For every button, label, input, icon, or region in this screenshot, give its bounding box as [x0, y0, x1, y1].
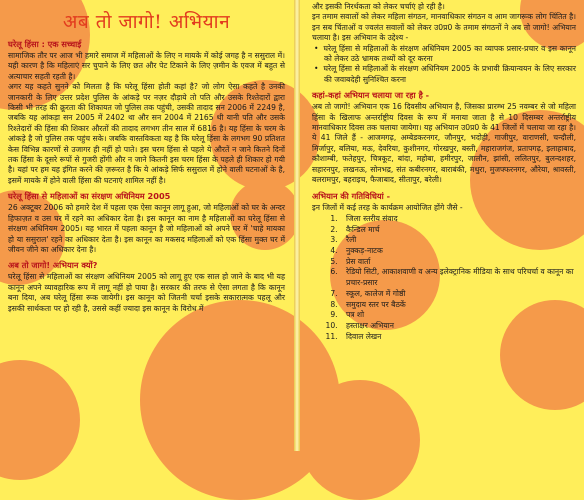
activity-item: 5. प्रेस वार्ता	[340, 257, 576, 268]
paragraph: सामाजिक तौर पर आज भी हमारे समाज में महिलाओं के लिए न मायके में कोई जगह है न ससुराल में। यही कारण है कि महिलाएं सर चुपाने के लिए छत और पेट टिकाने के लिए ज़मीन के एवज में बहुत से अत्याचार सहती रहती है।	[8, 51, 285, 81]
section-heading-reality: घरेलू हिंसा : एक सच्चाई	[8, 39, 82, 49]
activity-item: 9. पत्र शो	[340, 310, 576, 321]
section-heading-activities: अभियान की गतिविधियां -	[312, 190, 390, 201]
activity-item: 3. रैली	[340, 235, 576, 246]
paragraph: इन जिलों में कई तरह के कार्यक्रम आयोजित होंगे जैसे -	[312, 202, 463, 212]
activity-item: 8. समुदाय स्तर पर बैठकें	[340, 300, 576, 311]
left-page	[0, 0, 295, 451]
paragraph: और इसकी निरर्थकता को लेकर चर्चाएं हो रही है।	[312, 2, 445, 11]
activity-item: 6. रेडियो सिटी, आकाशवाणी व अन्य इलेक्ट्रानिक मीडिया के साथ परिचर्चा व कानून का प्रचार-प्रसार	[340, 267, 576, 288]
activity-item: 4. नुक्कड़-नाटक	[340, 246, 576, 257]
activity-item: 11. दिवाल लेखन	[340, 332, 576, 343]
section-heading-why-campaign: अब तो जागो! अभियान क्यों?	[8, 260, 98, 271]
section-heading-locations: कहां-कहां अभियान चलाया जा रहा है -	[312, 90, 430, 101]
section-heading-act-2005: घरेलू हिंसा से महिलाओं का संरक्षण अधिनियम 2005	[8, 191, 171, 202]
activity-item: 7. स्कूल, कालेज में गोष्ठी	[340, 289, 576, 300]
activity-item: 1. जिला स्तरीय संवाद	[340, 214, 576, 225]
objective-item: • घरेलू हिंसा से महिलाओं के संरक्षण अधिनियम 2005 का व्यापक प्रसार-प्रचार व इस कानून को लेकर उठे भ्रामक तथ्यों को दूर करना	[312, 44, 576, 65]
right-page	[300, 0, 584, 451]
activity-item: 10. हस्ताक्षर अभियान	[340, 321, 576, 332]
objective-item: • घरेलू हिंसा से महिलाओं के संरक्षण अधिनियम 2005 के प्रभावी क्रियान्वयन के लिए सरकार की जवाबदेही सुनिश्चित करना	[312, 64, 576, 85]
activity-list	[312, 214, 576, 342]
paragraph: अब तो जागो! अभियान एक 16 दिवसीय अभियान है, जिसका प्रारम्भ 25 नवम्बर से जो महिला हिंसा के खिलाफ अन्तर्राष्ट्रीय दिवस के रूप में मनाया जाता है से 10 दिसम्बर अन्तर्राष्ट्रीय मानवाधिकार दिवस तक चलाया जायेगा। यह अभियान उ0प्र0 के 41 जिलों में चलाया जा रहा है। ये 41 जिले हैं - आजमगढ़, अम्बेडकरनगर, जौनपुर, भदोही, गाजीपुर, वाराणसी, चन्दौली, मिर्जापुर, बलिया, मऊ, देवरिया, कुशीनगर, गोरखपुर, बस्ती, महाराजगंज, प्रतापगढ़, इलाहाबाद, कौशाम्बी, फतेहपुर, चित्रकूट, बांदा, महोबा, हमीरपुर, जालौन, झांसी, ललितपुर, बुलन्दशहर, सहारनपुर, लखनऊ, सोनभद्र, संत कबीरनगर, बाराबंकी, मथुरा, मुजफ्फरनगर, औरेया, श्रावस्ती, बलरामपुर, बहराइच, फैजाबाद, सीतापुर, बरेली।	[312, 102, 576, 185]
page-title: अब तो जागो! अभियान	[62, 11, 231, 33]
paragraph: घरेलू हिंसा से महिलाओं का संरक्षण अधिनियम 2005 को लागू हुए एक साल हो जाने के बाद भी यह कानून अपने व्यावहारिक रूप में लागू नहीं हो पाया है। सरकार की तरफ से ऐसा लगता है कि कानून बना दिया, अब घरेलू हिंसा रूक जायेगी। इस कानून को जितनी चर्चा इसके सकारात्मक पहलू और इसकी सार्थकता पर हो रही है, उससे कहीं ज्यादा इस कानून के विरोध में	[8, 272, 285, 313]
paragraph: इन तमाम सवालों को लेकर महिला संगठन, मानवाधिकार संगठन व आम जागरूक लोग चिंतित है। इन सब चिंताओं व ज्वलंत सवालों को लेकर उ0प्र0 के तमाम संगठनों ने अब तो जागो! अभियान चलाया है। इस अभियान के उद्देश्य -	[312, 12, 576, 43]
paragraph: 26 अक्टूबर 2006 को हमारे देश में पहला एक ऐसा कानून लागू हुआ, जो महिलाओं को घर के अन्दर हिफाज़त व उस घर में रहने का अधिकार देता है। इस कानून का नाम है महिलाओं का घरेलू हिंसा से संरक्षण अधिनियम 2005। यह भारत में पहला कानून है जो महिलाओं को अपने घर में 'चाहे मायका हो या ससुराल' रहने का अधिकार देता है। इस कानून का मकसद महिलाओं को एक हिंसा मुक्त घर में जीवन जीने का अधिकार देना है।	[8, 203, 285, 254]
activity-item: 2. कैन्डिल मार्च	[340, 225, 576, 236]
paragraph: अगर यह कहते सुनने को मिलता है कि घरेलू हिंसा होती कहां है? जो लोग ऐसा कहते है उनकी जानकारी के लिए उत्तर प्रदेश पुलिस के आंकड़े पर नज़र दौड़ाये तो पति और उसके रिश्तेदारों द्वारा किसी भी तरह की क्रूरता की शिकायत जो पुलिस तक पहुंची, उसकी तादाद सन 2006 में 2249 है, जबकि यह आंकड़ा सन 2005 में 2402 था और सन 2004 में 2165 थी यानी पति और उसके रिश्तेदारों की हिंसा की शिकार औरतों की तादाद लगभग तीन साल में 6816 है। यह हिंसा के चरम के आंकड़े है जो पुलिस तक पहुंच सके। जबकि वास्तविकता यह है कि घरेलू हिंसा के लगभग 90 प्रतिशत केस विभिन्न कारणों से उजागर ही नहीं हो पाते। इस चरम हिंसा से पहले ये औरतें न जाने कितने दिनों तक हिंसा के दूसरे रूपों से गुजरी होंगी और न जाने कितनी इस चरम हिंसा के पहले ही शिकार हो गयी है। यहां पर हम यह इंगित करने की ज़रूरत है कि ये आंकड़े सिर्फ ससुराल में होने वाली घटनाओं के है, इसमें मायके में होने वाली हिंसा की घटनाएं शामिल नहीं है।	[8, 82, 285, 185]
